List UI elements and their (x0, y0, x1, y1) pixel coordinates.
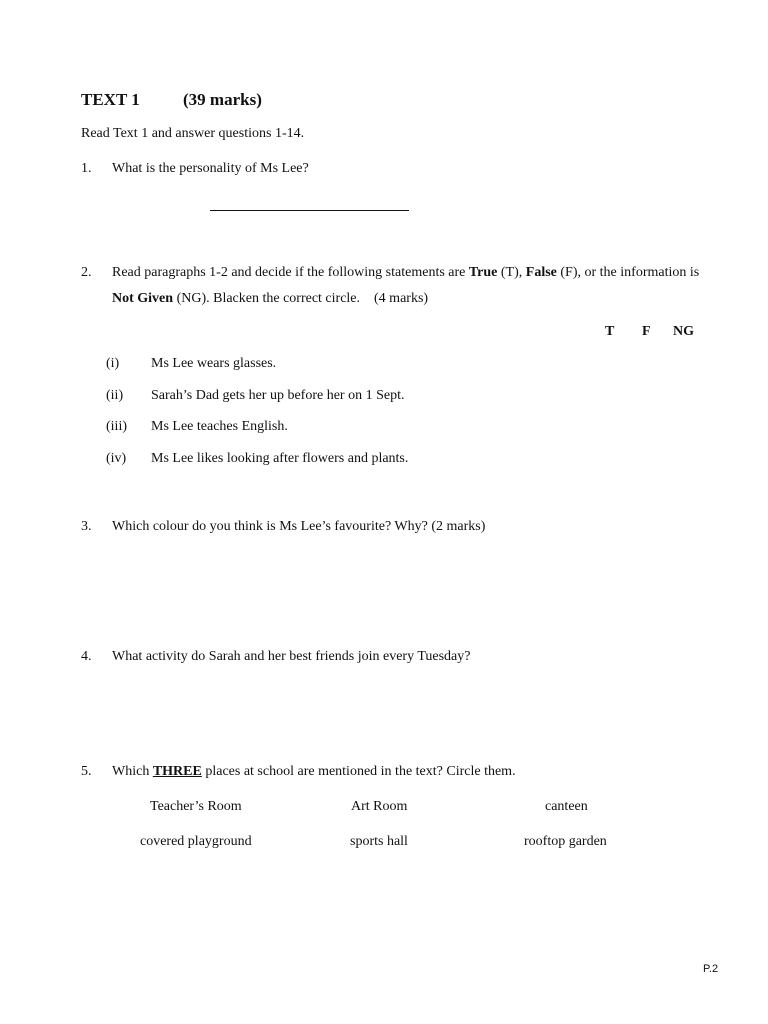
statement-label: (i) (106, 356, 120, 371)
place-option[interactable]: Teacher’s Room (150, 799, 242, 814)
question-4-text: What activity do Sarah and her best friends join every Tuesday? (112, 649, 471, 664)
question-2-text-line2: Not Given (NG). Blacken the correct circle. (4 marks) (112, 291, 429, 306)
place-option[interactable]: Art Room (351, 799, 408, 814)
column-header-t: T (605, 324, 615, 339)
page-number: P.2 (703, 963, 719, 975)
question-3-text: Which colour do you think is Ms Lee’s favourite? Why? (2 marks) (112, 519, 486, 534)
question-5-text: Which THREE places at school are mentioned in the text? Circle them. (112, 764, 516, 779)
column-header-ng: NG (673, 324, 694, 339)
place-option[interactable]: covered playground (140, 834, 252, 849)
question-3-number: 3. (81, 519, 92, 534)
statement-text: Ms Lee likes looking after flowers and plants. (151, 451, 409, 466)
place-option[interactable]: sports hall (350, 834, 408, 849)
place-option[interactable]: rooftop garden (524, 834, 607, 849)
column-header-f: F (642, 324, 651, 339)
statement-text: Ms Lee wears glasses. (151, 356, 277, 371)
question-1-text: What is the personality of Ms Lee? (112, 161, 309, 176)
question-1-number: 1. (81, 161, 92, 176)
statement-text: Sarah’s Dad gets her up before her on 1 Sept. (151, 388, 405, 403)
statement-label: (iii) (106, 419, 127, 434)
place-option[interactable]: canteen (545, 799, 588, 814)
statement-text: Ms Lee teaches English. (151, 419, 288, 434)
section-marks: (39 marks) (183, 90, 262, 109)
question-2-number: 2. (81, 265, 92, 280)
instructions: Read Text 1 and answer questions 1-14. (81, 126, 305, 141)
question-1-answer-line[interactable] (210, 210, 409, 211)
section-title: TEXT 1 (81, 90, 140, 109)
statement-label: (iv) (106, 451, 127, 466)
question-2-text-line1: Read paragraphs 1-2 and decide if the following statements are True (T), False (F), or the information is (112, 265, 700, 280)
question-5-number: 5. (81, 764, 92, 779)
statement-label: (ii) (106, 388, 124, 403)
question-4-number: 4. (81, 649, 92, 664)
